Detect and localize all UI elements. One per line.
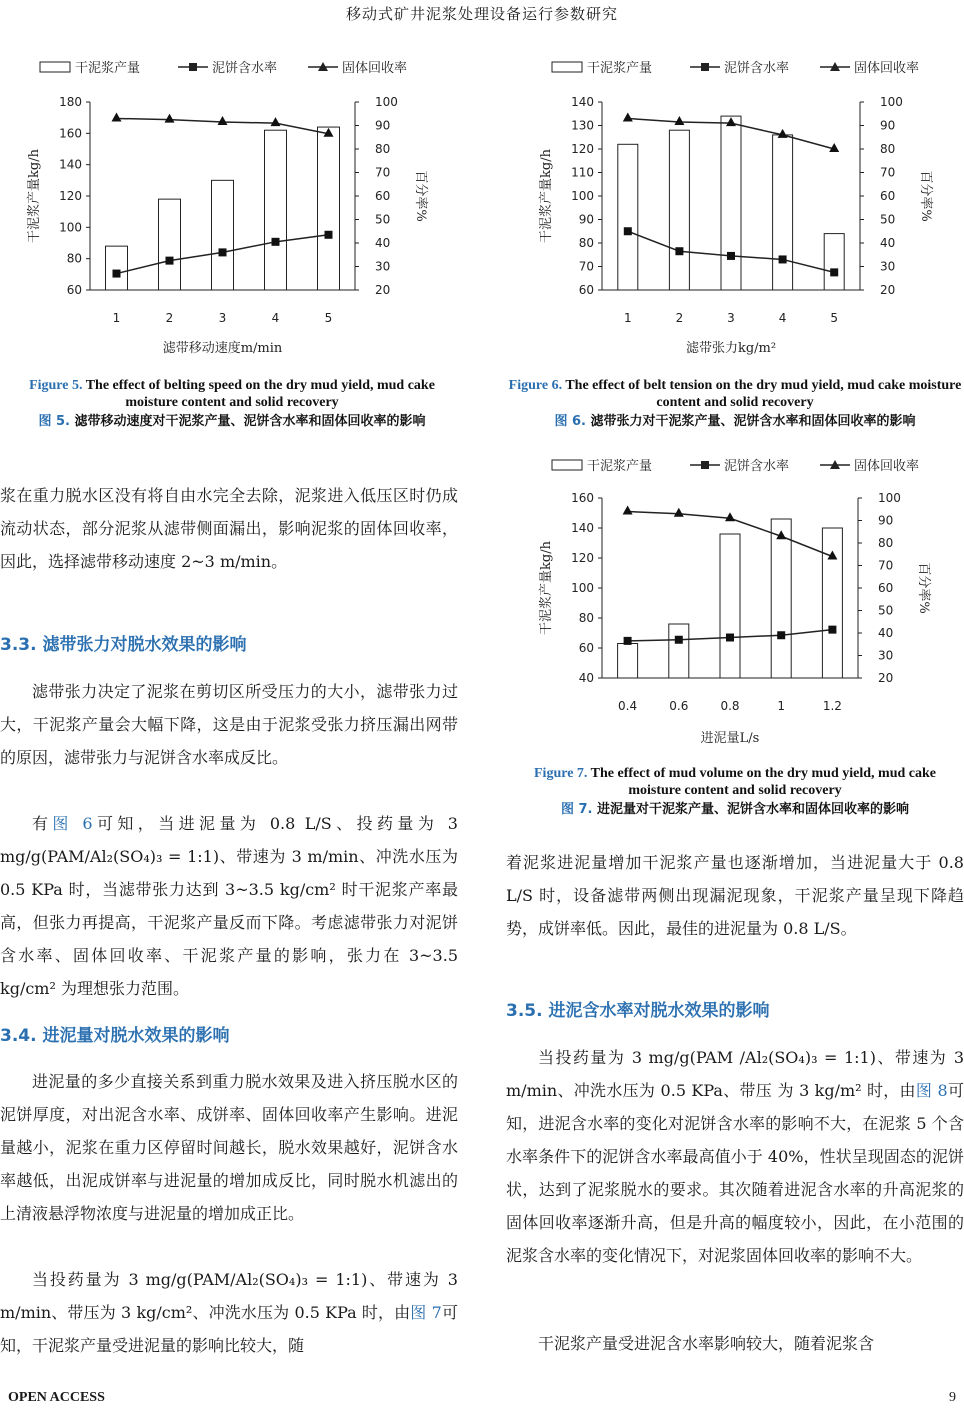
legend-yield-label: 干泥浆产量 [75,61,141,76]
left-tick-label: 140 [571,521,594,535]
right-para-2-text [506,1041,964,1272]
right-tick-label: 30 [375,259,391,274]
y-axis-left-title: 干泥浆产量kg/h [27,149,42,243]
left-para-4 [0,1065,458,1230]
figure-8-link[interactable]: 图 8 [915,1081,948,1100]
moisture-point [726,634,734,642]
right-tick-label: 60 [878,581,894,595]
figure-5-number-cn: 图 5. [38,414,70,429]
figure-6-title-cn: 滤带张力对干泥浆产量、泥饼含水率和固体回收率的影响 [590,414,916,429]
right-tick-label: 60 [375,189,391,203]
yield-bar [159,199,181,290]
moisture-point [830,268,838,276]
figure-5-chart [20,52,460,362]
y-axis-left-title: 干泥浆产量kg/h [539,149,554,243]
right-tick-label: 100 [878,491,901,505]
legend-recovery-label: 固体回收率 [854,61,920,76]
figure-7-title-cn: 进泥量对干泥浆产量、泥饼含水率和固体回收率的影响 [597,802,910,817]
recovery-point [623,506,633,515]
figure-7-number-en: Figure 7. [534,766,588,781]
x-tick-label: 0.4 [618,699,638,713]
right-tick-label: 20 [880,283,896,297]
x-tick-label: 0.8 [720,699,740,713]
right-tick-label: 20 [375,283,391,297]
left-para-5 [0,1263,458,1362]
right-tick-label: 100 [375,95,398,109]
yield-bar [212,180,234,290]
figure-6-title-en: The effect of belt tension on the dry mud yield, mud cake moisture content and solid recovery [565,378,962,410]
left-tick-label: 100 [59,220,82,235]
figure-7-caption [506,765,964,818]
figure-6-number-cn: 图 6. [554,414,586,429]
left-para-1-text: 浆在重力脱水区没有将自由水完全去除，泥浆进入低压区时仍成流动状态，部分泥浆从滤带侧面漏出，影响泥浆的固体回收率，因此，选择滤带移动速度 2~3 m/min。 [0,486,458,571]
left-para-3-body: 可知，当进泥量为 0.8 L/S、投药量为 3 mg/g(PAM/Al₂(SO₄)₃ = 1:1)、带速为 3 m/min、冲洗水压为 0.5 KPa 时，当滤带张力达到 3~3.5 kg/cm² 时干泥浆产率最高，但张力再提高，干泥浆产量反而下降。考虑滤带张力对泥饼含水率、固体回收率、干泥浆产量的影响，张力在 3~3.5 kg/cm² 为理想张力范围。 [0,814,458,998]
right-para-2-body: 可知，进泥含水率的变化对泥饼含水率的影响不大，在泥浆 5 个含水率条件下的泥饼含水率最高值小于 40%，性状呈现固态的泥饼状，达到了泥浆脱水的要求。其次随着进泥含水率的升高泥浆的固体回收率逐渐升高，但是升高的幅度较小，因此，在小范围的泥浆含水率的变化情况下，对泥浆固体回收率的影响不大。 [506,1081,964,1265]
x-axis-title: 进泥量L/s [700,731,760,746]
x-tick-label: 5 [830,311,839,325]
yield-bar [721,116,741,290]
left-tick-label: 80 [578,611,594,625]
right-tick-label: 100 [880,95,903,109]
x-tick-label: 5 [324,311,333,325]
right-tick-label: 80 [878,536,894,550]
figure-7-chart [540,450,960,755]
right-tick-label: 30 [880,259,896,274]
right-tick-label: 80 [880,142,896,156]
moisture-point [828,626,836,634]
right-tick-label: 80 [375,142,391,156]
left-tick-label: 40 [578,671,594,685]
left-para-5-lead: 当投药量为 3 mg/g(PAM/Al₂(SO₄)₃ = 1:1)、带速为 3 m/min、带压为 3 kg/cm²、冲洗水压为 0.5 KPa 时，由 [0,1270,458,1322]
section-heading-3-4: 3.4. 进泥量对脱水效果的影响 [0,1026,230,1046]
recovery-point [218,116,228,125]
legend-moisture-marker [189,63,197,71]
moisture-point [624,637,632,645]
left-tick-label: 100 [571,189,594,203]
x-tick-label: 3 [727,311,735,325]
right-para-3-text: 干泥浆产量受进泥含水率影响较大，随着泥浆含 [538,1334,875,1353]
x-axis-title: 滤带移动速度m/min [162,341,283,356]
figure-6-svg [532,52,962,362]
left-para-3-text [0,807,458,1005]
legend-bar-swatch [552,460,582,470]
figure-7-title-en: The effect of mud volume on the dry mud yield, mud cake moisture content and solid recovery [590,766,936,798]
legend-yield-label: 干泥浆产量 [587,61,653,76]
y-axis-right-title: 百分率% [413,170,428,222]
section-heading-3-3: 3.3. 滤带张力对脱水效果的影响 [0,635,247,655]
x-tick-label: 1 [112,311,121,325]
moisture-point [272,238,280,246]
right-tick-label: 60 [880,189,896,203]
legend-yield-label: 干泥浆产量 [587,459,653,474]
left-para-3-lead: 有 [32,814,53,833]
left-tick-label: 120 [59,189,82,203]
figure-6-link[interactable]: 图 6 [52,814,93,833]
page-number: 9 [949,1390,956,1405]
x-tick-label: 4 [271,311,280,325]
x-tick-label: 2 [165,311,174,325]
running-header: 移动式矿井泥浆处理设备运行参数研究 [345,5,618,23]
right-tick-label: 40 [375,236,391,250]
recovery-point [165,114,175,123]
right-tick-label: 50 [878,603,894,618]
y-axis-right-title: 百分率% [918,170,933,222]
left-para-3 [0,807,458,1005]
left-tick-label: 80 [66,251,82,266]
yield-bar [824,234,844,290]
right-para-3 [506,1327,964,1360]
legend-bar-swatch [552,62,582,72]
footer-open-access: OPEN ACCESS [8,1390,105,1405]
x-tick-label: 3 [218,311,227,325]
left-para-5-body: 可知，干泥浆产量受进泥量的影响比较大，随 [0,1303,458,1355]
x-tick-label: 1 [623,311,632,325]
figure-7-link[interactable]: 图 7 [410,1303,442,1322]
right-tick-label: 90 [880,118,896,133]
yield-bar [720,534,740,678]
left-tick-label: 80 [578,236,594,250]
x-tick-label: 2 [675,311,684,325]
right-tick-label: 50 [880,212,896,227]
recovery-point [674,508,684,517]
legend-recovery-label: 固体回收率 [854,459,920,474]
right-tick-label: 70 [375,165,391,180]
right-tick-label: 70 [880,165,896,180]
recovery-point [271,117,281,126]
right-tick-label: 90 [878,513,894,528]
yield-bar [773,135,793,290]
legend-moisture-label: 泥饼含水率 [724,459,790,474]
right-tick-label: 70 [878,558,894,573]
x-tick-label: 1.2 [822,699,842,713]
yield-bar [822,528,842,678]
moisture-point [779,255,787,263]
yield-bar [265,130,287,290]
moisture-point [624,227,632,235]
yield-bar [318,127,340,290]
y-axis-left-title: 干泥浆产量kg/h [539,541,554,635]
figure-5-caption-cn [10,413,454,430]
legend-moisture-marker [701,63,709,71]
left-para-5-text [0,1263,458,1362]
figure-7-caption-en [506,765,964,799]
legend-bar-swatch [40,62,70,72]
left-tick-label: 60 [66,283,82,297]
left-para-4-text: 进泥量的多少直接关系到重力脱水效果及进入挤压脱水区的泥饼厚度，对出泥含水率、成饼率、固体回收率产生影响。进泥量越小，泥浆在重力区停留时间越长，脱水效果越好，泥饼含水率越低，出泥成饼率与进泥量的增加成反比，同时脱水机滤出的上清液悬浮物浓度与进泥量的增加成正比。 [0,1072,458,1223]
section-heading-3-5: 3.5. 进泥含水率对脱水效果的影响 [506,1001,770,1021]
figure-6-caption-cn [506,413,964,430]
right-tick-label: 50 [375,212,391,227]
left-tick-label: 100 [571,581,594,595]
moisture-point [113,270,121,278]
figure-6-caption [506,377,964,430]
legend-recovery-label: 固体回收率 [342,61,408,76]
moisture-point [675,636,683,644]
moisture-point [166,257,174,265]
moisture-point [325,231,333,239]
right-tick-label: 30 [878,648,894,663]
left-tick-label: 60 [578,283,594,297]
right-para-2-lead: 当投药量为 3 mg/g(PAM /Al₂(SO₄)₃ = 1:1)、带速为 3 m/min、冲洗水压为 0.5 KPa、带压 为 3 kg/m² 时，由 [506,1048,964,1100]
figure-6-chart [532,52,962,362]
left-tick-label: 120 [571,142,594,156]
y-axis-right-title: 百分率% [916,562,931,614]
yield-bar [669,130,689,290]
left-tick-label: 140 [571,95,594,109]
recovery-point [725,512,735,521]
left-tick-label: 110 [571,165,594,180]
moisture-point [219,248,227,256]
left-tick-label: 90 [578,212,594,227]
left-tick-label: 140 [59,157,82,172]
right-tick-label: 40 [878,626,894,640]
left-tick-label: 160 [59,126,82,141]
left-para-2 [0,675,458,774]
figure-5-caption [10,377,454,430]
figure-7-svg [540,450,960,755]
left-tick-label: 60 [578,641,594,655]
moisture-point [727,252,735,260]
figure-7-number-cn: 图 7. [560,802,593,817]
yield-bar [669,624,689,678]
yield-bar [618,144,638,290]
figure-5-caption-en [10,377,454,411]
figure-5-title-cn: 滤带移动速度对干泥浆产量、泥饼含水率和固体回收率的影响 [74,414,426,429]
recovery-point [112,112,122,121]
left-tick-label: 180 [59,95,82,109]
x-tick-label: 1 [777,699,786,713]
left-tick-label: 130 [571,118,594,133]
figure-6-number-en: Figure 6. [508,378,563,393]
left-tick-label: 70 [578,259,594,274]
figure-5-svg [20,52,460,362]
figure-5-number-en: Figure 5. [29,378,83,393]
figure-6-caption-en [506,377,964,411]
recovery-point [623,112,633,121]
x-axis-title: 滤带张力kg/m² [685,341,777,356]
x-tick-label: 0.6 [669,699,689,713]
moisture-point [675,247,683,255]
left-tick-label: 120 [571,551,594,565]
yield-bar [618,644,638,679]
yield-bar [771,519,791,678]
right-para-1 [506,846,964,945]
right-tick-label: 20 [878,671,894,685]
figure-5-title-en: The effect of belting speed on the dry mud yield, mud cake moisture content and solid recovery [85,378,435,410]
legend-moisture-marker [701,461,709,469]
right-para-1-text: 着泥浆进泥量增加干泥浆产量也逐渐增加，当进泥量大于 0.8 L/S 时，设备滤带两侧出现漏泥现象，干泥浆产量呈现下降趋势，成饼率低。因此，最佳的进泥量为 0.8 L/S。 [506,853,964,938]
recovery-point [674,116,684,125]
legend-moisture-label: 泥饼含水率 [724,61,790,76]
yield-bar [106,246,128,290]
right-para-2 [506,1041,964,1272]
left-para-2-text: 滤带张力决定了泥浆在剪切区所受压力的大小，滤带张力过大，干泥浆产量会大幅下降，这是由于泥浆受张力挤压漏出网带的原因，滤带张力与泥饼含水率成反比。 [0,682,458,767]
figure-7-caption-cn [506,801,964,818]
x-tick-label: 4 [778,311,787,325]
moisture-point [777,631,785,639]
left-para-1 [0,479,458,578]
legend-moisture-label: 泥饼含水率 [212,61,278,76]
right-tick-label: 90 [375,118,391,133]
right-tick-label: 40 [880,236,896,250]
left-tick-label: 160 [571,491,594,505]
